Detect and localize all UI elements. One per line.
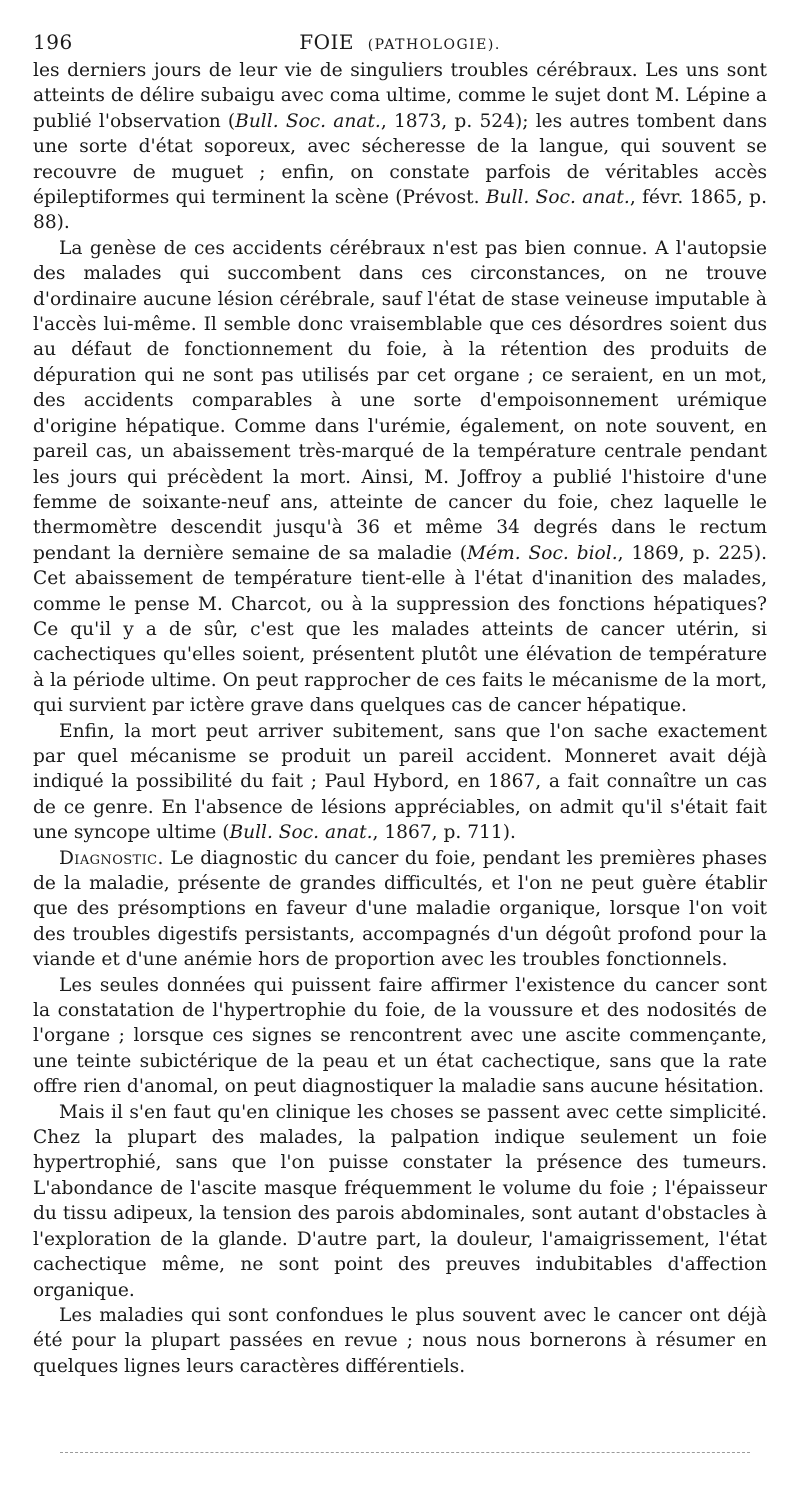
running-title: [33, 30, 767, 58]
paragraph: [33, 58, 767, 236]
text-run: Le diagnostic du cancer du foie, pendant les premières phases de la maladie, présente de grandes difficultés, et l'on ne peut guère établir que des présomptions en faveur d'une maladie organique, lorsque l'on voit des troubles digestifs persistants, accompagnés d'un dégoût profond pour la viande et d'une anémie hors de proportion avec les troubles fonctionnels.: [33, 847, 767, 971]
section-heading: Diagnostic.: [59, 847, 164, 869]
paragraph: [33, 973, 767, 1100]
book-page: [33, 30, 767, 1379]
paragraph: [33, 846, 767, 973]
running-title-main: FOIE: [299, 30, 354, 54]
citation-title: Bull. Soc. anat.: [229, 822, 373, 844]
text-run: La genèse de ces accidents cérébraux n'est pas bien connue. A l'autopsie des malades qui succombent dans ces circonstances, on ne trouve d'ordinaire aucune lésion cérébrale, sauf l'état de stase veineuse imputable à l'accès lui-même. Il semble donc vraisemblable que ces désordres soient dus au défaut de fonctionnement du foie, à la rétention des produits de dépuration qui ne sont pas utilisés par cet organe ; ce seraient, en un mot, des accidents comparables à une sorte d'empoisonnement urémique d'origine hépatique. Comme dans l'urémie, également, on note souvent, en pareil cas, un abaissement très-marqué de la température centrale pendant les jours qui précèdent la mort. Ainsi, M. Joffroy a publié l'histoire d'une femme de soixante-neuf ans, atteinte de cancer du foie, chez laquelle le thermomètre descendit jusqu'à 36 et même 34 degrés dans le rectum pendant la dernière semaine de sa maladie (: [33, 237, 767, 564]
citation-title: Mém. Soc. biol.: [467, 542, 618, 564]
text-run: Les maladies qui sont confondues le plus souvent avec le cancer ont déjà été pour la plupart passées en revue ; nous nous bornerons à résumer en quelques lignes leurs caractères différentiels.: [33, 1304, 767, 1377]
text-run: les derniers jours de leur vie de singuliers troubles cérébraux. Les uns sont atteints de délire subaigu avec coma ultime, comme le sujet dont M. Lépine a publié l'observation (: [33, 60, 767, 132]
body-text: [33, 58, 767, 1379]
citation-title: Bull. Soc. anat.: [235, 110, 381, 132]
text-run: , 1869, p. 225). Cet abaissement de température tient-elle à l'état d'inanition des malades, comme le pense M. Charcot, ou à la suppression des fonctions hépatiques? Ce qu'il y a de sûr, c'est que les malades atteints de cancer utérin, si cachectiques qu'elles soient, présentent plutôt une élévation de température à la période ultime. On peut rapprocher de ces faits le mécanisme de la mort, qui survient par ictère grave dans quelques cas de cancer hépatique.: [33, 542, 767, 717]
text-run: , 1867, p. 711).: [372, 822, 516, 844]
page-number: 196: [33, 30, 73, 54]
running-header: [33, 30, 767, 58]
text-run: , févr. 1865, p. 88).: [33, 187, 767, 234]
bottom-rule: [60, 1452, 750, 1453]
paragraph: [33, 719, 767, 846]
text-run: Enfin, la mort peut arriver subitement, sans que l'on sache exactement par quel mécanisme se produit un pareil accident. Monneret avait déjà indiqué la possibilité du fait ; Paul Hybord, en 1867, a fait connaître un cas de ce genre. En l'absence de lésions appréciables, on admit qu'il s'était fait une syncope ultime (: [33, 720, 767, 844]
citation-title: Bull. Soc. anat.: [485, 187, 630, 209]
paragraph: [33, 1100, 767, 1303]
paragraph: [33, 236, 767, 719]
running-title-sub: (PATHOLOGIE).: [367, 37, 501, 53]
text-run: Les seules données qui puissent faire affirmer l'existence du cancer sont la constatation de l'hypertrophie du foie, de la voussure et des nodosités de l'organe ; lorsque ces signes se rencontrent avec une ascite commençante, une teinte subictérique de la peau et un état cachectique, sans que la rate offre rien d'anomal, on peut diagnostiquer la maladie sans aucune hésitation.: [33, 974, 767, 1098]
paragraph: [33, 1303, 767, 1379]
text-run: , 1873, p. 524); les autres tombent dans une sorte d'état soporeux, avec sécheresse de la langue, qui souvent se recouvre de muguet ; enfin, on constate parfois de véritables accès épileptiformes qui terminent la scène (Prévost.: [33, 110, 767, 209]
text-run: Mais il s'en faut qu'en clinique les choses se passent avec cette simplicité. Chez la plupart des malades, la palpation indique seulement un foie hypertrophié, sans que l'on puisse constater la présence des tumeurs. L'abondance de l'ascite masque fréquemment le volume du foie ; l'épaisseur du tissu adipeux, la tension des parois abdominales, sont autant d'obstacles à l'exploration de la glande. D'autre part, la douleur, l'amaigrissement, l'état cachectique même, ne sont point des preuves indubitables d'affection organique.: [33, 1101, 767, 1301]
